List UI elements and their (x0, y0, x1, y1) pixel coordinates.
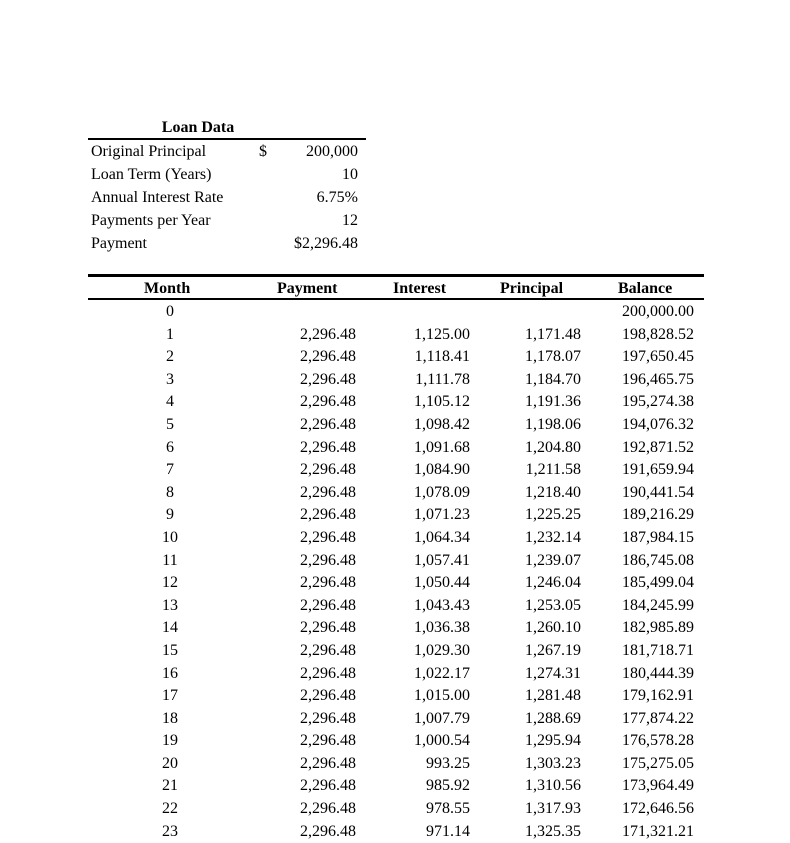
loan-data-row (88, 232, 368, 255)
cell-principal: 1,310.56 (525, 777, 581, 795)
loan-data-value: 12 (342, 212, 358, 229)
cell-month: 12 (162, 574, 178, 592)
cell-payment: 2,296.48 (300, 551, 356, 569)
cell-month: 0 (166, 303, 174, 320)
cell-balance: 177,874.22 (622, 709, 694, 727)
cell-payment: 2,296.48 (300, 370, 356, 388)
cell-month: 6 (166, 438, 174, 456)
cell-interest: 1,125.00 (414, 325, 470, 343)
cell-payment: 2,296.48 (300, 415, 356, 433)
cell-principal: 1,288.69 (525, 709, 581, 727)
table-row (88, 617, 704, 640)
table-row (88, 595, 704, 618)
header-balance: Balance (618, 280, 673, 297)
cell-payment: 2,296.48 (300, 754, 356, 772)
cell-month: 2 (166, 348, 174, 366)
cell-payment: 2,296.48 (300, 325, 356, 343)
cell-balance: 179,162.91 (622, 687, 694, 705)
loan-data-label: Loan Term (Years) (91, 166, 212, 183)
loan-data-section (88, 118, 368, 252)
cell-principal: 1,260.10 (525, 619, 581, 637)
cell-principal: 1,295.94 (525, 732, 581, 750)
cell-month: 19 (162, 732, 178, 750)
cell-principal: 1,211.58 (525, 461, 581, 479)
cell-interest: 1,029.30 (414, 641, 470, 659)
cell-balance: 191,659.94 (622, 461, 694, 479)
cell-balance: 200,000.00 (622, 303, 694, 320)
cell-month: 23 (162, 822, 178, 840)
cell-balance: 180,444.39 (622, 664, 694, 682)
cell-principal: 1,239.07 (525, 551, 581, 569)
table-row (88, 550, 704, 573)
table-row (88, 346, 704, 369)
loan-data-currency: $ (259, 143, 267, 160)
cell-balance: 186,745.08 (622, 551, 694, 569)
cell-payment: 2,296.48 (300, 641, 356, 659)
cell-balance: 194,076.32 (622, 415, 694, 433)
loan-data-row (88, 186, 368, 209)
cell-balance: 196,465.75 (622, 370, 694, 388)
cell-principal: 1,325.35 (525, 822, 581, 840)
loan-data-label: Payment (91, 235, 147, 252)
cell-month: 4 (166, 393, 174, 411)
cell-month: 13 (162, 596, 178, 614)
table-row (88, 663, 704, 686)
table-row (88, 391, 704, 414)
table-row (88, 459, 704, 482)
cell-balance: 171,321.21 (622, 822, 694, 840)
cell-payment: 2,296.48 (300, 777, 356, 795)
cell-payment: 2,296.48 (300, 619, 356, 637)
cell-payment: 2,296.48 (300, 461, 356, 479)
cell-interest: 1,036.38 (414, 619, 470, 637)
cell-principal: 1,171.48 (525, 325, 581, 343)
cell-balance: 173,964.49 (622, 777, 694, 795)
loan-data-row (88, 140, 368, 163)
cell-balance: 182,985.89 (622, 619, 694, 637)
cell-month: 20 (162, 754, 178, 772)
cell-interest: 1,105.12 (414, 393, 470, 411)
table-row (88, 798, 704, 821)
table-row (88, 324, 704, 347)
cell-payment: 2,296.48 (300, 506, 356, 524)
header-payment: Payment (277, 280, 338, 297)
table-row (88, 821, 704, 843)
cell-balance: 181,718.71 (622, 641, 694, 659)
loan-data-value: $2,296.48 (294, 235, 358, 252)
schedule-header-rule (88, 298, 704, 300)
table-row (88, 482, 704, 505)
cell-balance: 190,441.54 (622, 483, 694, 501)
cell-interest: 1,043.43 (414, 596, 470, 614)
loan-data-row (88, 163, 368, 186)
cell-month: 1 (166, 325, 174, 343)
table-row (88, 708, 704, 731)
cell-principal: 1,178.07 (525, 348, 581, 366)
loan-data-value: 6.75% (316, 189, 358, 206)
cell-principal: 1,184.70 (525, 370, 581, 388)
schedule-header-row (88, 278, 704, 300)
cell-month: 11 (162, 551, 178, 569)
cell-payment: 2,296.48 (300, 800, 356, 818)
cell-interest: 1,078.09 (414, 483, 470, 501)
cell-interest: 1,084.90 (414, 461, 470, 479)
table-row (88, 685, 704, 708)
cell-month: 10 (162, 528, 178, 546)
table-row (88, 437, 704, 460)
cell-principal: 1,191.36 (525, 393, 581, 411)
cell-interest: 1,050.44 (414, 574, 470, 592)
cell-balance: 198,828.52 (622, 325, 694, 343)
cell-interest: 1,000.54 (414, 732, 470, 750)
loan-data-label: Original Principal (91, 143, 207, 160)
loan-data-value: 10 (342, 166, 358, 183)
cell-interest: 971.14 (426, 822, 470, 840)
cell-payment: 2,296.48 (300, 483, 356, 501)
loan-data-title: Loan Data (161, 119, 235, 136)
cell-interest: 1,118.41 (414, 348, 470, 366)
cell-principal: 1,267.19 (525, 641, 581, 659)
schedule-top-rule (88, 274, 704, 277)
cell-principal: 1,198.06 (525, 415, 581, 433)
cell-month: 3 (166, 370, 174, 388)
table-row (88, 753, 704, 776)
cell-month: 14 (162, 619, 178, 637)
cell-principal: 1,303.23 (525, 754, 581, 772)
cell-interest: 1,098.42 (414, 415, 470, 433)
cell-interest: 1,071.23 (414, 506, 470, 524)
cell-month: 17 (162, 687, 178, 705)
table-row (88, 301, 704, 324)
cell-payment: 2,296.48 (300, 348, 356, 366)
table-row (88, 369, 704, 392)
cell-payment: 2,296.48 (300, 709, 356, 727)
cell-month: 18 (162, 709, 178, 727)
cell-payment: 2,296.48 (300, 822, 356, 840)
cell-month: 8 (166, 483, 174, 501)
cell-month: 16 (162, 664, 178, 682)
cell-payment: 2,296.48 (300, 732, 356, 750)
table-row (88, 414, 704, 437)
cell-balance: 195,274.38 (622, 393, 694, 411)
cell-month: 9 (166, 506, 174, 524)
cell-principal: 1,204.80 (525, 438, 581, 456)
cell-interest: 1,015.00 (414, 687, 470, 705)
cell-balance: 192,871.52 (622, 438, 694, 456)
table-row (88, 640, 704, 663)
cell-month: 21 (162, 777, 178, 795)
table-row (88, 572, 704, 595)
cell-payment: 2,296.48 (300, 528, 356, 546)
cell-interest: 978.55 (426, 800, 470, 818)
cell-interest: 1,007.79 (414, 709, 470, 727)
cell-balance: 176,578.28 (622, 732, 694, 750)
cell-balance: 184,245.99 (622, 596, 694, 614)
cell-interest: 993.25 (426, 754, 470, 772)
header-principal: Principal (500, 280, 564, 297)
cell-balance: 185,499.04 (622, 574, 694, 592)
cell-month: 7 (166, 461, 174, 479)
cell-principal: 1,253.05 (525, 596, 581, 614)
cell-month: 5 (166, 415, 174, 433)
cell-month: 22 (162, 800, 178, 818)
loan-data-label: Payments per Year (91, 212, 211, 229)
table-row (88, 730, 704, 753)
cell-payment: 2,296.48 (300, 596, 356, 614)
cell-balance: 172,646.56 (622, 800, 694, 818)
cell-interest: 1,091.68 (414, 438, 470, 456)
cell-interest: 1,111.78 (415, 370, 470, 388)
loan-data-label: Annual Interest Rate (91, 189, 224, 206)
table-row (88, 775, 704, 798)
header-interest: Interest (393, 280, 447, 297)
loan-data-value: 200,000 (306, 143, 358, 160)
cell-balance: 175,275.05 (622, 754, 694, 772)
cell-interest: 1,057.41 (414, 551, 470, 569)
cell-payment: 2,296.48 (300, 574, 356, 592)
cell-principal: 1,225.25 (525, 506, 581, 524)
cell-interest: 1,022.17 (414, 664, 470, 682)
loan-data-row (88, 209, 368, 232)
cell-payment: 2,296.48 (300, 393, 356, 411)
cell-balance: 189,216.29 (622, 506, 694, 524)
cell-month: 15 (162, 641, 178, 659)
cell-principal: 1,281.48 (525, 687, 581, 705)
cell-balance: 187,984.15 (622, 528, 694, 546)
table-row (88, 504, 704, 527)
cell-payment: 2,296.48 (300, 664, 356, 682)
cell-principal: 1,232.14 (525, 528, 581, 546)
schedule-rows (88, 301, 704, 843)
cell-principal: 1,274.31 (525, 664, 581, 682)
cell-principal: 1,218.40 (525, 483, 581, 501)
cell-payment: 2,296.48 (300, 687, 356, 705)
cell-interest: 985.92 (426, 777, 470, 795)
cell-principal: 1,317.93 (525, 800, 581, 818)
cell-balance: 197,650.45 (622, 348, 694, 366)
header-month: Month (144, 280, 191, 297)
cell-principal: 1,246.04 (525, 574, 581, 592)
cell-interest: 1,064.34 (414, 528, 470, 546)
table-row (88, 527, 704, 550)
cell-payment: 2,296.48 (300, 438, 356, 456)
